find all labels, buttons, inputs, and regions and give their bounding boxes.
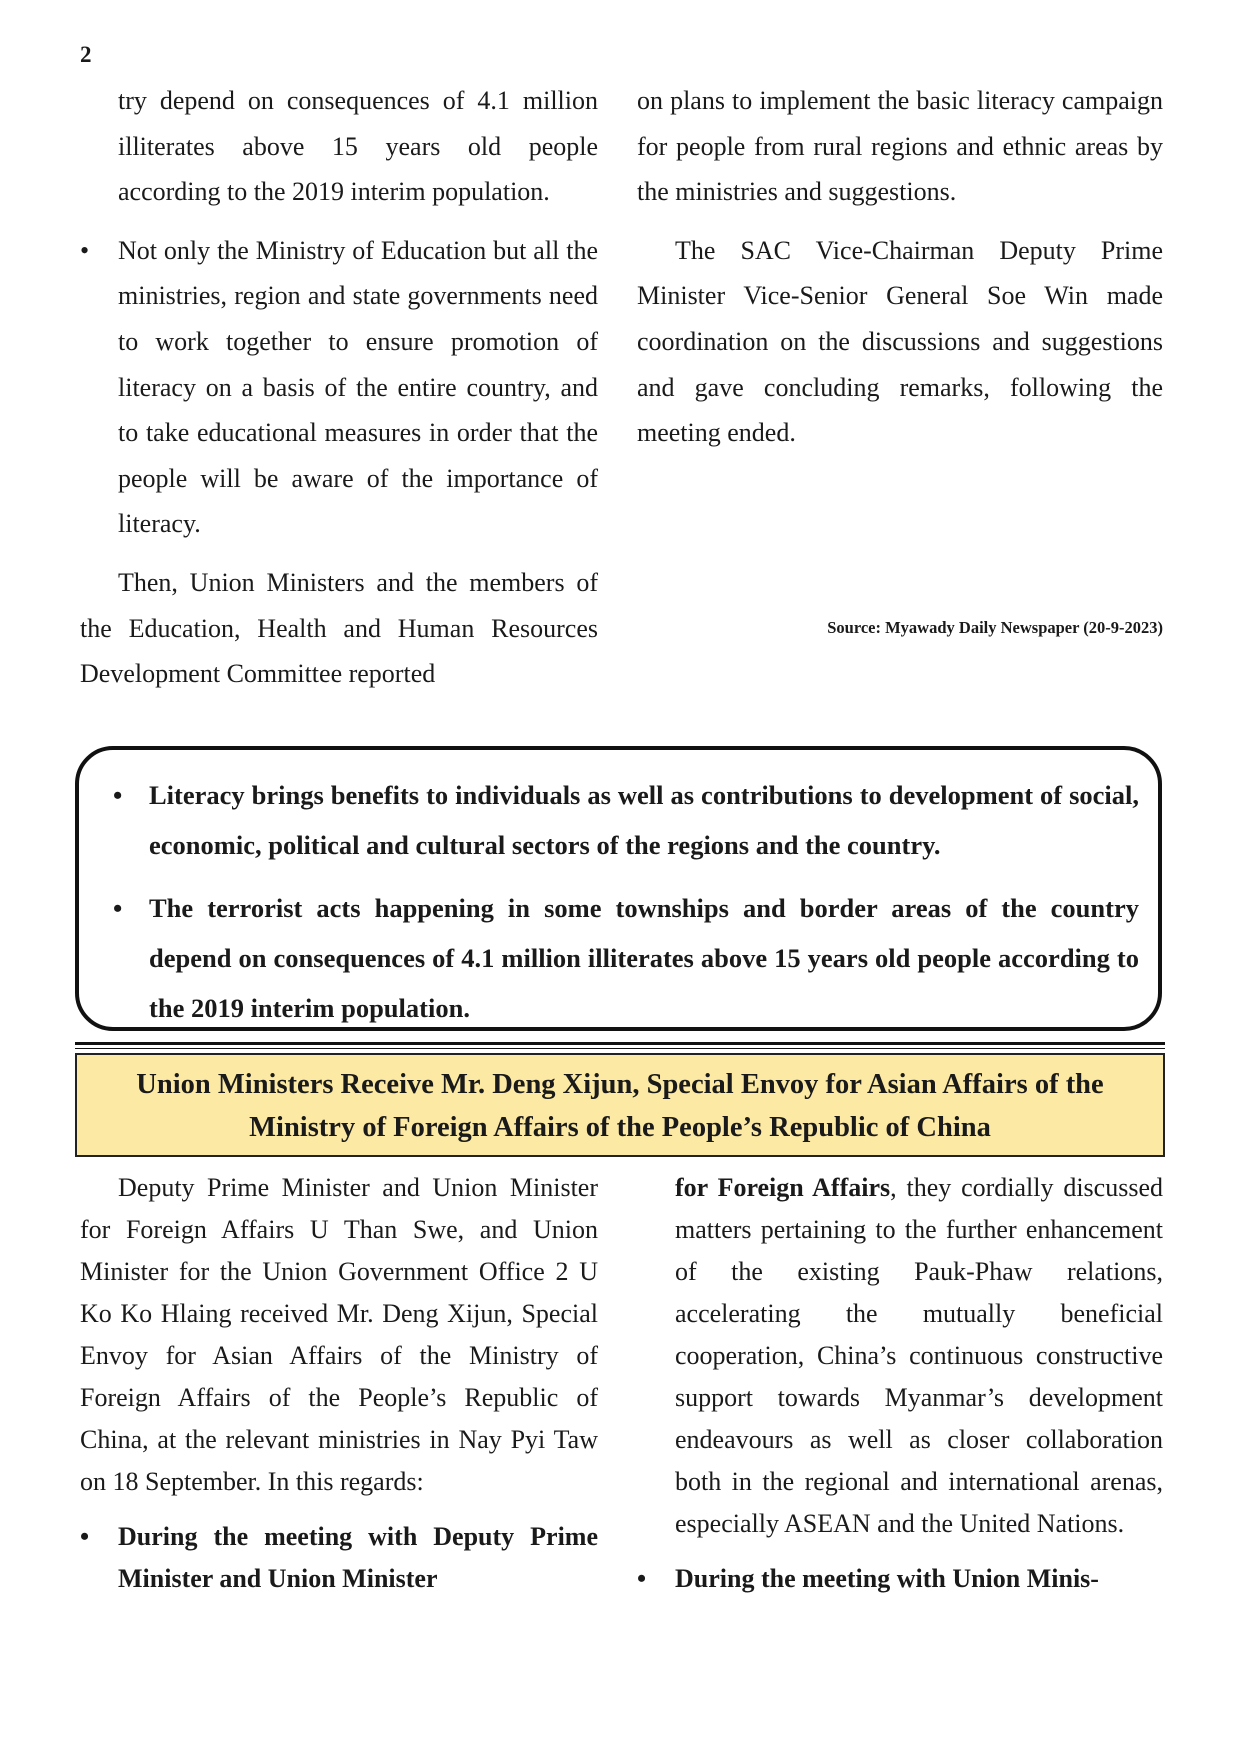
highlight-box xyxy=(75,746,1162,1031)
article-title-line: Union Ministers Receive Mr. Deng Xijun, Special Envoy for Asian Affairs of the xyxy=(136,1069,1104,1100)
highlight-list xyxy=(99,770,1139,1046)
paragraph xyxy=(637,1167,1163,1545)
bold-lead: for Foreign Affairs xyxy=(675,1173,891,1202)
page-number: 2 xyxy=(80,42,92,67)
paragraph: try depend on consequences of 4.1 million illiterates above 15 years old people according to the 2019 interim population. xyxy=(118,86,598,207)
top-right-column xyxy=(637,78,1163,456)
article-left-column xyxy=(80,1167,598,1600)
top-left-column xyxy=(80,78,598,697)
paragraph-rest: , they cordially discussed matters pertaining to the further enhancement of the existing Pauk-Phaw relations, accelerating the mutually beneficial cooperation, China’s continuous constructive support towards Myanmar’s development endeavours as well as closer collaboration both in the regional and international arenas, especially ASEAN and the United Nations. xyxy=(675,1173,1163,1538)
divider xyxy=(75,1048,1165,1049)
paragraph: Deputy Prime Minister and Union Minister for Foreign Affairs U Than Swe, and Union Minister for the Union Government Office 2 U Ko Ko Hlaing received Mr. Deng Xijun, Special Envoy for Asian Affairs of the Ministry of Foreign Affairs of the People’s Republic of China, at the relevant ministries in Nay Pyi Taw on 18 September. In this regards: xyxy=(80,1173,598,1496)
bullet-item: • During the meeting with Deputy Prime Minister and Union Minister xyxy=(80,1516,598,1600)
article-title-line: Ministry of Foreign Affairs of the People’s Republic of China xyxy=(249,1112,991,1143)
paragraph: Then, Union Ministers and the members of the Education, Health and Human Resources Development Committee reported xyxy=(80,567,598,689)
article-title xyxy=(75,1053,1165,1157)
paragraph: The SAC Vice-Chairman Deputy Prime Minister Vice-Senior General Soe Win made coordination on the discussions and suggestions and gave concluding remarks, following the meeting ended. xyxy=(637,235,1163,448)
divider xyxy=(75,1042,1165,1045)
source-citation: Source: Myawady Daily Newspaper (20-9-2023) xyxy=(827,618,1163,637)
paragraph: on plans to implement the basic literacy campaign for people from rural regions and ethnic areas by the ministries and suggestions. xyxy=(637,86,1163,207)
highlight-item: • The terrorist acts happening in some townships and border areas of the country depend on consequences of 4.1 million illiterates above 15 years old people according to the 2019 interim population. xyxy=(99,883,1139,1033)
bullet-item: • Not only the Ministry of Education but all the ministries, region and state governments need to work together to ensure promotion of literacy on a basis of the entire country, and to take educational measures in order that the people will be aware of the importance of literacy. xyxy=(80,228,598,547)
bullet-item: • During the meeting with Union Minis- xyxy=(637,1558,1163,1600)
highlight-item: • Literacy brings benefits to individuals as well as contributions to development of social, economic, political and cultural sectors of the regions and the country. xyxy=(99,770,1139,870)
article-right-column xyxy=(637,1167,1163,1600)
